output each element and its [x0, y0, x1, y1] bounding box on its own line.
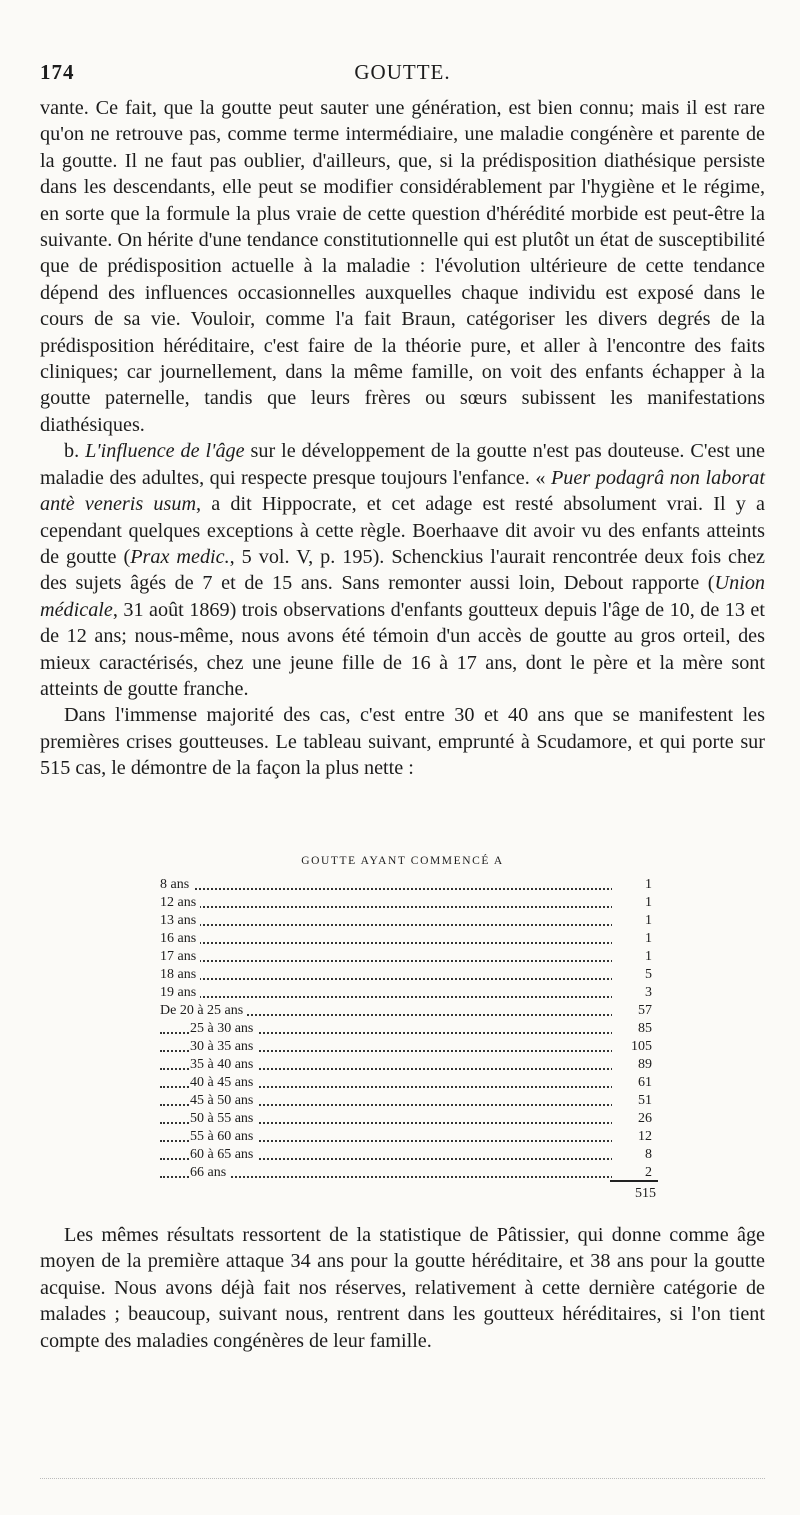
row-age-label: 30 à 35 ans — [190, 1038, 257, 1056]
row-age-label: 8 ans — [160, 876, 193, 894]
table-row — [160, 1020, 660, 1038]
dot-leader — [160, 888, 620, 890]
text-run-1: sur le développement de la goutte n'est pas douteuse. C'est une maladie des adultes, qui respecte presque toujours l'enfance. « — [40, 440, 765, 489]
row-age-label: De 20 à 25 ans — [160, 1002, 247, 1020]
section-heading: L'influence de l'âge — [85, 440, 245, 463]
dot-leader — [160, 996, 620, 998]
page-number: 174 — [40, 60, 75, 84]
row-age-label: 19 ans — [160, 984, 200, 1002]
section-letter: b. — [64, 440, 86, 463]
row-age-label: 60 à 65 ans — [190, 1146, 257, 1164]
table-row — [160, 1092, 660, 1110]
row-age-label: 18 ans — [160, 966, 200, 984]
table-row — [160, 894, 660, 912]
paragraph-age-influence — [40, 438, 765, 702]
table-total: 515 — [635, 1186, 656, 1201]
row-case-count: 61 — [612, 1074, 652, 1092]
row-age-label: 45 à 50 ans — [190, 1092, 257, 1110]
row-case-count: 105 — [612, 1038, 652, 1056]
dot-leader — [160, 924, 620, 926]
table-row — [160, 930, 660, 948]
row-age-label: 50 à 55 ans — [190, 1110, 257, 1128]
table-row — [160, 1164, 660, 1182]
row-case-count: 85 — [612, 1020, 652, 1038]
table-row — [160, 1074, 660, 1092]
text-run-2: , a dit Hippocrate, et cet adage est resté absolument vrai. Il y a cependant quelques exceptions à cette règle. Boerhaave dit avoir vu des enfants atteints de goutte ( — [40, 493, 765, 568]
row-case-count: 26 — [612, 1110, 652, 1128]
row-case-count: 2 — [612, 1164, 652, 1182]
row-case-count: 51 — [612, 1092, 652, 1110]
footer-rule — [40, 1478, 765, 1479]
row-case-count: 1 — [612, 894, 652, 912]
table-row — [160, 966, 660, 984]
row-case-count: 1 — [612, 912, 652, 930]
row-case-count: 5 — [612, 966, 652, 984]
row-age-label: 13 ans — [160, 912, 200, 930]
row-age-label: 17 ans — [160, 948, 200, 966]
table-row — [160, 912, 660, 930]
row-age-label: 12 ans — [160, 894, 200, 912]
row-case-count: 1 — [612, 876, 652, 894]
citation-prax-medic: Prax medic. — [130, 545, 230, 568]
total-rule — [610, 1180, 658, 1182]
body-text-bottom — [40, 1222, 765, 1354]
paragraph-heredity: vante. Ce fait, que la goutte peut sauter une génération, est bien connu; mais il est rare qu'on ne retrouve pas, comme terme intermédiaire, une maladie congénère et parente de la goutte. Il ne faut pas oublier, d'ailleurs, que, si la prédisposition diathésique persiste dans les descendants, elle peut se modifier considérablement par l'hygiène et le régime, en sorte que la formule la plus vraie de cette question d'hérédité morbide est peut-être la suivante. On hérite d'une tendance constitutionnelle qui est plutôt un état de susceptibilité que de prédisposition actuelle à la maladie : l'évolution ultérieure de cette tendance dépend des influences occasionnelles auxquelles chaque individu est exposé dans le cours de sa vie. Vouloir, comme l'a fait Braun, catégoriser les divers degrés de la prédisposition héréditaire, c'est faire de la théorie pure, et aller à l'encontre des faits cliniques; car journellement, dans la même famille, on voit des enfants échapper à la goutte paternelle, tandis que leurs frères ou sœurs subissent les manifestations diathésiques. — [40, 97, 765, 436]
table-row — [160, 1056, 660, 1074]
dot-leader — [160, 978, 620, 980]
text-run-4: , 31 août 1869) trois observations d'enfants goutteux depuis l'âge de 10, de 13 et de 12 ans; nous-même, nous avons été témoin d'un accès de goutte au gros orteil, des mieux caractérisés, chez une jeune fille de 16 à 17 ans, dont le père et la mère sont atteints de goutte franche. — [40, 598, 765, 700]
row-case-count: 3 — [612, 984, 652, 1002]
dot-leader — [160, 942, 620, 944]
running-title: GOUTTE. — [354, 60, 451, 84]
row-case-count: 57 — [612, 1002, 652, 1020]
page-header — [40, 60, 765, 90]
age-onset-table — [160, 876, 660, 1182]
row-age-label: 35 à 40 ans — [190, 1056, 257, 1074]
table-row — [160, 948, 660, 966]
row-case-count: 1 — [612, 948, 652, 966]
body-text-top — [40, 95, 765, 782]
table-row — [160, 1110, 660, 1128]
table-row — [160, 1002, 660, 1020]
table-row — [160, 1038, 660, 1056]
paragraph-patissier: Les mêmes résultats ressortent de la statistique de Pâtissier, qui donne comme âge moyen de la première attaque 34 ans pour la goutte héréditaire, et 38 ans pour la goutte acquise. Nous avons déjà fait nos réserves, relativement à cette dernière catégorie de malades ; beaucoup, suivant nous, rentrent dans les goutteux héréditaires, si l'on tient compte des maladies congénères de leur famille. — [40, 1224, 765, 1352]
table-row — [160, 1128, 660, 1146]
row-age-label: 25 à 30 ans — [190, 1020, 257, 1038]
table-row — [160, 876, 660, 894]
table-row — [160, 984, 660, 1002]
row-age-label: 55 à 60 ans — [190, 1128, 257, 1146]
paragraph-table-intro: Dans l'immense majorité des cas, c'est entre 30 et 40 ans que se manifestent les premières crises goutteuses. Le tableau suivant, emprunté à Scudamore, et qui porte sur 515 cas, le démontre de la façon la plus nette : — [40, 704, 765, 780]
dot-leader — [160, 960, 620, 962]
latin-quote: Puer podagrâ non laborat antè veneris usum — [40, 466, 765, 516]
table-title: GOUTTE AYANT COMMENCÉ A — [301, 855, 504, 867]
row-age-label: 40 à 45 ans — [190, 1074, 257, 1092]
row-age-label: 66 ans — [190, 1164, 230, 1182]
citation-union-medicale: Union médicale — [40, 572, 765, 621]
dot-leader — [160, 906, 620, 908]
table-row — [160, 1146, 660, 1164]
text-run-3: , 5 vol. V, p. 195). Schenckius l'aurait rencontrée deux fois chez des sujets âgés de 7 et de 15 ans. Sans remonter aussi loin, Debout rapporte ( — [40, 545, 765, 595]
row-case-count: 1 — [612, 930, 652, 948]
row-case-count: 8 — [612, 1146, 652, 1164]
row-case-count: 12 — [612, 1128, 652, 1146]
row-age-label: 16 ans — [160, 930, 200, 948]
row-case-count: 89 — [612, 1056, 652, 1074]
